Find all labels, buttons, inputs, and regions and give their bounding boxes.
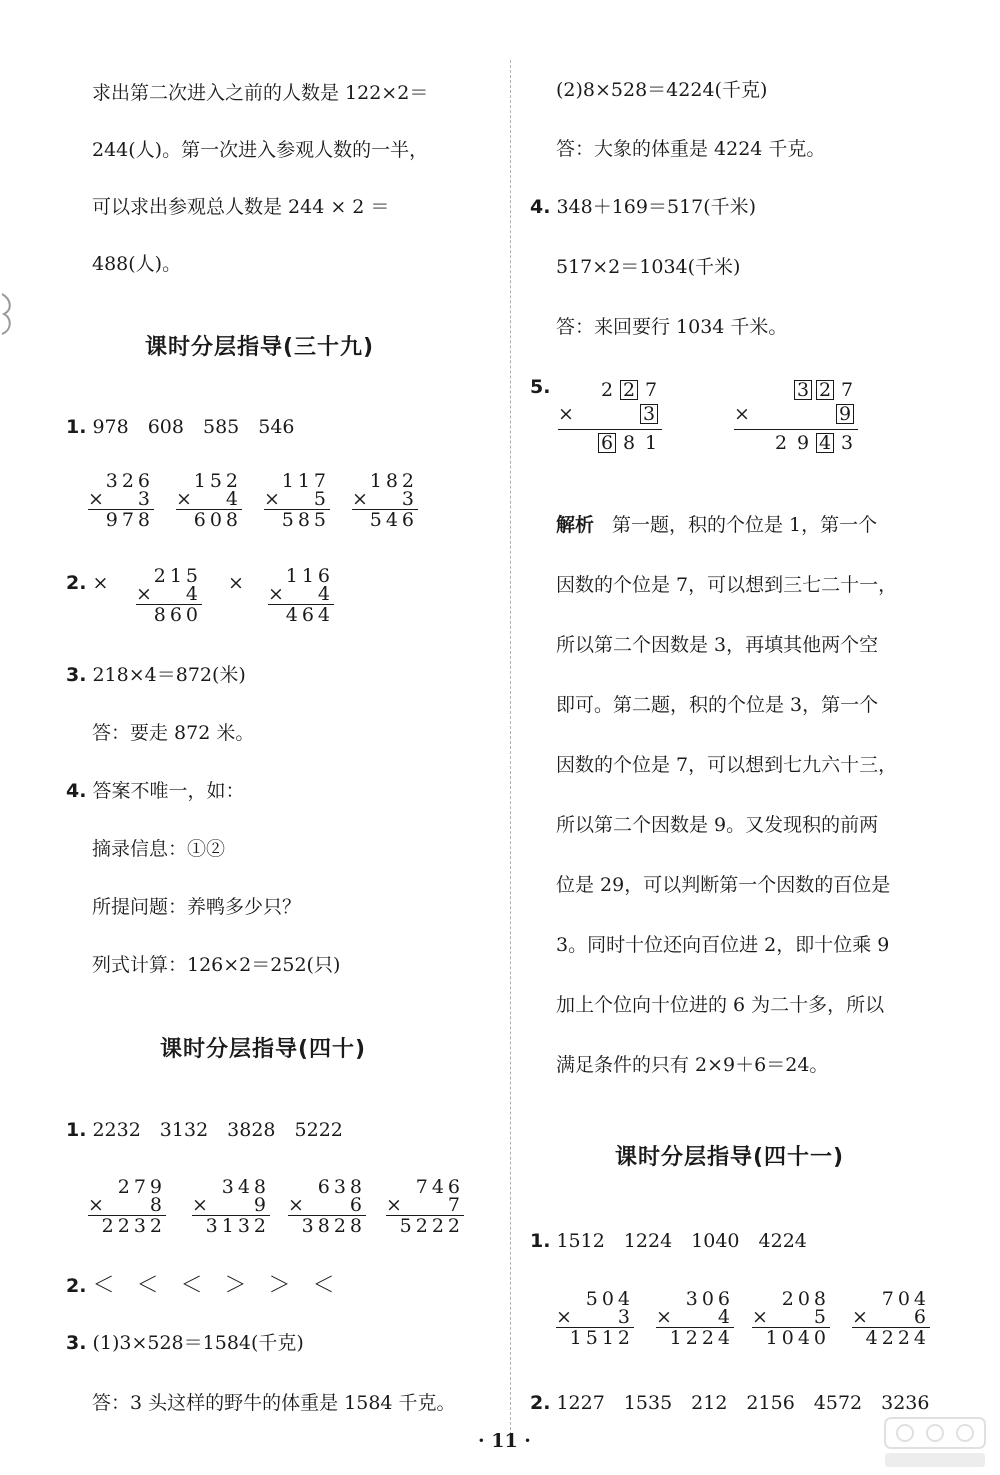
vertical-multiplication — [352, 472, 418, 529]
vertical-multiplication — [268, 567, 334, 624]
q4-s39 — [66, 776, 244, 803]
vertical-multiplication — [88, 1178, 166, 1235]
analysis-line-9: 加上个位向十位进的 6 为二十多，所以 — [556, 994, 885, 1016]
section-heading-39: 课时分层指导(三十九) — [145, 335, 375, 360]
q2-mark-1: × — [92, 572, 109, 594]
answer-box: 3 — [794, 380, 812, 400]
multiplier: × 5 — [264, 488, 330, 510]
multiplier: × 4 — [268, 583, 334, 605]
intro-line-4: 488(人)。 — [92, 253, 182, 275]
digit: 2 — [600, 379, 614, 401]
watermark-logo — [880, 1415, 990, 1470]
multiplicand: 116 — [285, 565, 334, 587]
multiplier: × 8 — [88, 1194, 166, 1216]
multiplicand: 306 — [685, 1288, 734, 1310]
q1-answers: 978 608 585 546 — [92, 416, 295, 438]
answer-box: 2 — [816, 380, 834, 400]
analysis-line-8: 3。同时十位还向百位进 2，即十位乘 9 — [556, 934, 890, 956]
multiplier: × 6 — [288, 1194, 366, 1216]
column-divider — [510, 60, 511, 1445]
times-sign: × — [176, 488, 192, 510]
multiplier: × 9 — [192, 1194, 270, 1216]
digit-puzzle-1 — [558, 378, 662, 455]
q3-equation: (1)3×528＝1584(千克) — [92, 1332, 304, 1354]
intro-line-1: 求出第二次进入之前的人数是 122×2＝ — [92, 82, 429, 104]
digit-puzzle-2 — [734, 378, 858, 455]
multiplicand: 746 — [415, 1176, 464, 1198]
multiplier: × 3 — [556, 1306, 634, 1328]
q3-answer-2: 答：大象的体重是 4224 千克。 — [556, 138, 826, 160]
vertical-multiplication — [386, 1178, 464, 1235]
q2-number: 2. — [66, 572, 87, 594]
digit: 9 — [796, 432, 810, 454]
answer-box: 2 — [620, 380, 638, 400]
q3-equation: 218×4＝872(米) — [92, 664, 246, 686]
q4-number: 4. — [530, 196, 551, 218]
q3-line-2: (2)8×528＝4224(千克) — [556, 79, 768, 101]
q1-answers: 2232 3132 3828 5222 — [92, 1119, 343, 1141]
multiplicand: 638 — [317, 1176, 366, 1198]
boxed-digit — [618, 378, 640, 402]
times-sign: × — [136, 583, 152, 605]
vertical-multiplication — [752, 1290, 830, 1347]
analysis-line-10: 满足条件的只有 2×9＋6＝24。 — [556, 1054, 829, 1076]
vertical-multiplication — [656, 1290, 734, 1347]
times-sign: × — [88, 1194, 104, 1216]
times-sign: × — [386, 1194, 402, 1216]
multiplier: × 4 — [176, 488, 242, 510]
multiplier: × 6 — [852, 1306, 930, 1328]
times-sign: × — [88, 488, 104, 510]
q2-s39 — [66, 572, 108, 594]
analysis-line-2: 因数的个位是 7，可以想到三七二十一， — [556, 574, 898, 596]
multiplier — [558, 402, 662, 428]
section-heading-41: 课时分层指导(四十一) — [615, 1145, 845, 1170]
multiplicand: 704 — [881, 1288, 930, 1310]
times-sign: × — [556, 1306, 572, 1328]
vertical-multiplication — [192, 1178, 270, 1235]
product: 608 — [193, 509, 242, 531]
times-sign: × — [656, 1306, 672, 1328]
q4-question: 所提问题：养鸭多少只？ — [92, 896, 302, 918]
vertical-multiplication — [288, 1178, 366, 1235]
digit: 1 — [644, 432, 658, 454]
q1-s41 — [530, 1226, 807, 1253]
multiplicand: 504 — [585, 1288, 634, 1310]
page-number: · 11 · — [478, 1430, 531, 1452]
product: 464 — [285, 604, 334, 626]
answer-box: 3 — [640, 404, 658, 424]
multiplicand: 117 — [281, 470, 330, 492]
product: 860 — [153, 604, 202, 626]
q3-answer: 答：要走 872 米。 — [92, 722, 255, 744]
q1-s40 — [66, 1115, 343, 1142]
multiplicand: 326 — [105, 470, 154, 492]
q5-number: 5. — [530, 376, 551, 398]
multiplicand: 215 — [153, 565, 202, 587]
vertical-multiplication — [264, 472, 330, 529]
product: 3132 — [205, 1215, 270, 1237]
q2-s40 — [66, 1268, 334, 1299]
q3-answer: 答：3 头这样的野牛的体重是 1584 千克。 — [92, 1392, 456, 1414]
vertical-multiplication — [136, 567, 202, 624]
times-sign: × — [558, 403, 574, 425]
boxed-digit — [814, 431, 836, 455]
binding-mark-icon — [0, 290, 14, 338]
q4-line-1: 348＋169＝517(千米) — [556, 196, 757, 218]
times-sign: × — [852, 1306, 868, 1328]
q4-info: 摘录信息：①② — [92, 838, 226, 860]
q4-right — [530, 192, 756, 219]
product — [558, 431, 662, 455]
product: 585 — [281, 509, 330, 531]
product: 3828 — [301, 1215, 366, 1237]
multiplicand — [558, 378, 662, 402]
q2-s41 — [530, 1388, 930, 1415]
product: 4224 — [865, 1327, 930, 1349]
multiplicand: 279 — [117, 1176, 166, 1198]
answer-box: 4 — [816, 433, 834, 453]
digit: 8 — [622, 432, 636, 454]
digit: 2 — [774, 432, 788, 454]
product: 546 — [369, 509, 418, 531]
q3-s39 — [66, 660, 246, 687]
q3-number: 3. — [66, 664, 87, 686]
intro-line-2: 244(人)。第一次进入参观人数的一半， — [92, 139, 429, 161]
q2-comparisons: ＜ ＜ ＜ ＞ ＞ ＜ — [92, 1273, 335, 1298]
multiplier: × 5 — [752, 1306, 830, 1328]
product — [734, 431, 858, 455]
times-sign: × — [288, 1194, 304, 1216]
q2-answers: 1227 1535 212 2156 4572 3236 — [556, 1392, 930, 1414]
analysis-label: 解析 — [556, 514, 595, 536]
times-sign: × — [734, 403, 750, 425]
boxed-digit — [814, 378, 836, 402]
q2-mark-2: × — [228, 572, 244, 594]
analysis-line-1: 解析 第一题，积的个位是 1，第一个 — [556, 514, 878, 536]
q2-number: 2. — [66, 1275, 87, 1297]
section-heading-40: 课时分层指导(四十) — [160, 1037, 367, 1062]
times-sign: × — [752, 1306, 768, 1328]
product: 1040 — [765, 1327, 830, 1349]
product: 2232 — [101, 1215, 166, 1237]
answer-box: 9 — [836, 404, 854, 424]
q1-number: 1. — [66, 1119, 87, 1141]
times-sign: × — [192, 1194, 208, 1216]
product: 1512 — [569, 1327, 634, 1349]
product: 978 — [105, 509, 154, 531]
answer-box: 6 — [598, 433, 616, 453]
times-sign: × — [264, 488, 280, 510]
q3-s40 — [66, 1328, 304, 1355]
q3-number: 3. — [66, 1332, 87, 1354]
q1-answers: 1512 1224 1040 4224 — [556, 1230, 807, 1252]
analysis-line-7: 位是 29，可以判断第一个因数的百位是 — [556, 874, 891, 896]
multiplier: × 3 — [88, 488, 154, 510]
q4-number: 4. — [66, 780, 87, 802]
analysis-line-4: 即可。第二题，积的个位是 3，第一个 — [556, 694, 879, 716]
q4-intro: 答案不唯一，如： — [92, 780, 245, 802]
intro-line-3: 可以求出参观总人数是 244 × 2 ＝ — [92, 196, 390, 218]
analysis-line-5: 因数的个位是 7，可以想到七九六十三， — [556, 754, 898, 776]
multiplicand: 348 — [221, 1176, 270, 1198]
multiplicand: 182 — [369, 470, 418, 492]
q1-number: 1. — [530, 1230, 551, 1252]
boxed-digit — [596, 431, 618, 455]
vertical-multiplication — [88, 472, 154, 529]
multiplicand: 152 — [193, 470, 242, 492]
vertical-multiplication — [176, 472, 242, 529]
multiplier — [734, 402, 858, 428]
multiplier: × 4 — [136, 583, 202, 605]
vertical-multiplication — [852, 1290, 930, 1347]
multiplier: × 7 — [386, 1194, 464, 1216]
digit: 7 — [644, 379, 658, 401]
multiplier: × 3 — [352, 488, 418, 510]
times-sign: × — [352, 488, 368, 510]
q1-s39 — [66, 412, 295, 439]
q1-number: 1. — [66, 416, 87, 438]
multiplicand: 208 — [781, 1288, 830, 1310]
multiplicand — [734, 378, 858, 402]
digit: 7 — [840, 379, 854, 401]
q4-calculation: 列式计算：126×2＝252(只) — [92, 954, 341, 976]
q4-line-2: 517×2＝1034(千米) — [556, 256, 741, 278]
product: 1224 — [669, 1327, 734, 1349]
analysis-line-6: 所以第二个因数是 9。又发现积的前两 — [556, 814, 879, 836]
multiplier: × 4 — [656, 1306, 734, 1328]
q2-number: 2. — [530, 1392, 551, 1414]
vertical-multiplication — [556, 1290, 634, 1347]
product: 5222 — [399, 1215, 464, 1237]
analysis-line-3: 所以第二个因数是 3，再填其他两个空 — [556, 634, 879, 656]
boxed-digit — [792, 378, 814, 402]
digit: 3 — [840, 432, 854, 454]
times-sign: × — [268, 583, 284, 605]
q4-answer: 答：来回要行 1034 千米。 — [556, 316, 788, 338]
